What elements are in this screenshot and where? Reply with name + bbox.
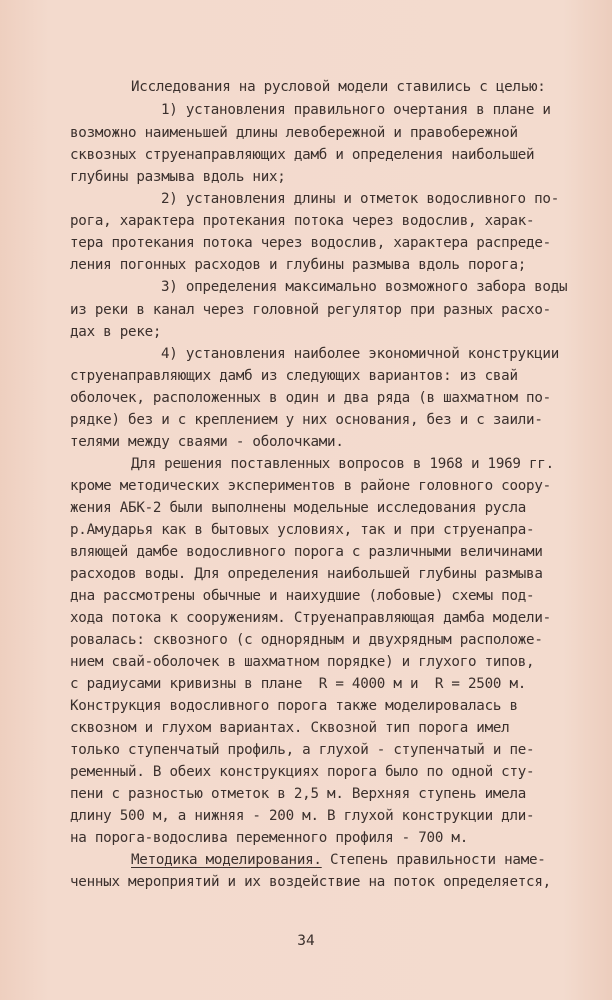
- text-line: сквозном и глухом вариантах. Сквозной тип порога имел: [70, 720, 510, 736]
- text-line: 3) определения максимально возможного забора воды: [161, 279, 568, 295]
- text-line: сквозных струенаправляющих дамб и определения наибольшей: [70, 147, 535, 163]
- text-line: пени с разностью отметок в 2,5 м. Верхняя ступень имела: [70, 786, 527, 802]
- text-line: оболочек, расположенных в один и два ряда (в шахматном по-: [70, 390, 551, 406]
- text-line: телями между сваями - оболочками.: [70, 434, 344, 450]
- text-line: тера протекания потока через водослив, характера распреде-: [70, 235, 551, 251]
- text-line: рога, характера протекания потока через водослив, харак-: [70, 213, 535, 229]
- text-line: Исследования на русловой модели ставились с целью:: [131, 79, 546, 95]
- method-text: Степень правильности наме-: [321, 852, 546, 868]
- text-line: возможно наименьшей длины левобережной и правобережной: [70, 125, 518, 141]
- text-line: расходов воды. Для определения наибольшей глубины размыва: [70, 566, 543, 582]
- text-line: с радиусами кривизны в плане R = 4000 м и R = 2500 м.: [70, 676, 527, 692]
- text-line: ровалась: сквозного (с однорядным и двухрядным расположе-: [70, 632, 543, 648]
- method-heading: Методика моделирования.: [131, 852, 322, 868]
- text-line: струенаправляющих дамб из следующих вариантов: из свай: [70, 368, 518, 384]
- text-line: только ступенчатый профиль, а глухой - ступенчатый и пе-: [70, 742, 535, 758]
- text-line: Конструкция водосливного порога также моделировалась в: [70, 698, 518, 714]
- text-line: кроме методических экспериментов в районе головного соору-: [70, 478, 551, 494]
- text-line: дна рассмотрены обычные и наихудшие (лобовые) схемы под-: [70, 588, 535, 604]
- text-line: вляющей дамбе водосливного порога с различными величинами: [70, 544, 543, 560]
- text-line: из реки в канал через головной регулятор при разных расхо-: [70, 302, 551, 318]
- text-line: ления погонных расходов и глубины размыва вдоль порога;: [70, 257, 527, 273]
- text-line: ременный. В обеих конструкциях порога было по одной сту-: [70, 764, 535, 780]
- text-line: дах в реке;: [70, 324, 162, 340]
- text-line: ченных мероприятий и их воздействие на поток определяется,: [70, 874, 551, 890]
- text-line: р.Амударья как в бытовых условиях, так и при струенапра-: [70, 522, 535, 538]
- text-line: длину 500 м, а нижняя - 200 м. В глухой конструкции дли-: [70, 808, 535, 824]
- page-number: 34: [297, 933, 315, 949]
- method-line: [131, 851, 546, 869]
- text-line: жения АБК-2 были выполнены модельные исследования русла: [70, 500, 527, 516]
- text-line: глубины размыва вдоль них;: [70, 169, 286, 185]
- text-line: на порога-водослива переменного профиля - 700 м.: [70, 830, 468, 846]
- text-line: 2) установления длины и отметок водосливного по-: [161, 191, 559, 207]
- text-line: 1) установления правильного очертания в плане и: [161, 102, 551, 118]
- text-line: нием свай-оболочек в шахматном порядке) и глухого типов,: [70, 654, 535, 670]
- text-line: рядке) без и с креплением у них основания, без и с заили-: [70, 412, 543, 428]
- text-line: 4) установления наиболее экономичной конструкции: [161, 346, 559, 362]
- text-line: хода потока к сооружениям. Струенаправляющая дамба модели-: [70, 610, 551, 626]
- text-line: Для решения поставленных вопросов в 1968 и 1969 гг.: [131, 456, 554, 472]
